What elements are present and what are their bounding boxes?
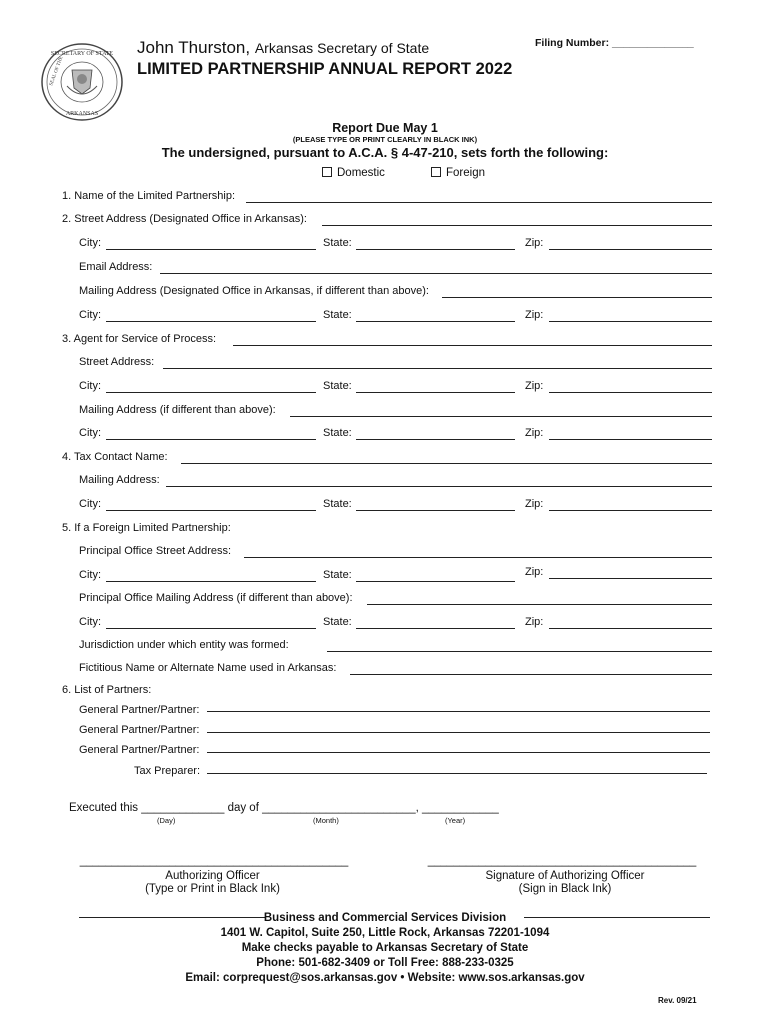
authorizing-officer-caption bbox=[100, 870, 325, 896]
tax-preparer-field[interactable] bbox=[207, 773, 707, 774]
state-label: State: bbox=[323, 569, 352, 581]
domestic-checkbox[interactable] bbox=[322, 167, 385, 179]
month-caption: (Month) bbox=[313, 816, 339, 825]
zip-field[interactable] bbox=[549, 439, 712, 440]
zip-label: Zip: bbox=[525, 566, 544, 578]
zip-label: Zip: bbox=[525, 498, 544, 510]
ink-instruction: (PLEASE TYPE OR PRINT CLEARLY IN BLACK INK) bbox=[292, 135, 478, 144]
state-field[interactable] bbox=[356, 439, 515, 440]
revision-date: Rev. 09/21 bbox=[658, 996, 697, 1005]
checkbox-icon bbox=[322, 167, 332, 177]
checkbox-icon bbox=[431, 167, 441, 177]
principal-street-field[interactable] bbox=[244, 557, 712, 558]
state-label: State: bbox=[323, 380, 352, 392]
secretary-name: John Thurston, bbox=[137, 38, 251, 57]
zip-field[interactable] bbox=[549, 249, 712, 250]
city-label: City: bbox=[79, 616, 101, 628]
email-field[interactable] bbox=[160, 273, 712, 274]
partner-field[interactable] bbox=[207, 732, 710, 733]
state-label: State: bbox=[323, 616, 352, 628]
fictitious-name-field[interactable] bbox=[350, 674, 712, 675]
city-field[interactable] bbox=[106, 510, 316, 511]
principal-mailing-label: Principal Office Mailing Address (if different than above): bbox=[79, 592, 353, 604]
tax-mailing-label: Mailing Address: bbox=[79, 474, 160, 486]
principal-mailing-field[interactable] bbox=[367, 604, 712, 605]
zip-field[interactable] bbox=[549, 628, 712, 629]
state-label: State: bbox=[323, 427, 352, 439]
year-caption: (Year) bbox=[445, 816, 466, 825]
svg-text:ARKANSAS: ARKANSAS bbox=[65, 111, 99, 117]
lp-name-field[interactable] bbox=[246, 202, 712, 203]
city-label: City: bbox=[79, 309, 101, 321]
state-field[interactable] bbox=[356, 249, 515, 250]
state-field[interactable] bbox=[356, 628, 515, 629]
foreign-lp-label: 5. If a Foreign Limited Partnership: bbox=[62, 522, 231, 534]
tax-preparer-label: Tax Preparer: bbox=[134, 765, 201, 777]
official-name bbox=[137, 38, 429, 58]
tax-contact-label: 4. Tax Contact Name: bbox=[62, 451, 168, 463]
state-label: State: bbox=[323, 498, 352, 510]
footer-divider-right bbox=[524, 917, 710, 918]
tax-contact-field[interactable] bbox=[181, 463, 712, 464]
principal-street-label: Principal Office Street Address: bbox=[79, 545, 232, 557]
jurisdiction-label: Jurisdiction under which entity was formed: bbox=[79, 639, 289, 651]
agent-mailing-label: Mailing Address (if different than above): bbox=[79, 404, 276, 416]
agent-street-field[interactable] bbox=[163, 368, 712, 369]
mailing-designated-field[interactable] bbox=[442, 297, 712, 298]
domestic-label: Domestic bbox=[337, 167, 385, 179]
svg-text:SEAL OF THE: SEAL OF THE bbox=[49, 55, 65, 87]
foreign-label: Foreign bbox=[446, 167, 485, 179]
execution-date-line[interactable]: Executed this _____________ day of ________________________, ____________ bbox=[69, 802, 499, 814]
agent-street-label: Street Address: bbox=[79, 356, 155, 368]
zip-label: Zip: bbox=[525, 616, 544, 628]
zip-field[interactable] bbox=[549, 578, 712, 579]
jurisdiction-field[interactable] bbox=[327, 651, 712, 652]
state-field[interactable] bbox=[356, 321, 515, 322]
street-address-label: 2. Street Address (Designated Office in Arkansas): bbox=[62, 213, 307, 225]
division-name: Business and Commercial Services Division bbox=[263, 912, 507, 924]
agent-mailing-field[interactable] bbox=[290, 416, 712, 417]
city-field[interactable] bbox=[106, 249, 316, 250]
partners-label: 6. List of Partners: bbox=[62, 684, 152, 696]
report-due-date: Report Due May 1 bbox=[332, 121, 438, 135]
filing-number-field[interactable]: Filing Number: ______________ bbox=[535, 37, 694, 49]
city-label: City: bbox=[79, 498, 101, 510]
email-label: Email Address: bbox=[79, 261, 153, 273]
foreign-checkbox[interactable] bbox=[431, 167, 485, 179]
payment-instruction: Make checks payable to Arkansas Secretary of State bbox=[241, 942, 529, 954]
zip-label: Zip: bbox=[525, 237, 544, 249]
state-label: State: bbox=[323, 309, 352, 321]
city-field[interactable] bbox=[106, 628, 316, 629]
phone-numbers: Phone: 501-682-3409 or Toll Free: 888-233-0325 bbox=[256, 957, 514, 969]
svg-text:SECRETARY OF STATE: SECRETARY OF STATE bbox=[50, 51, 114, 57]
state-seal-icon bbox=[40, 42, 124, 122]
division-address: 1401 W. Capitol, Suite 250, Little Rock, Arkansas 72201-1094 bbox=[220, 927, 550, 939]
city-field[interactable] bbox=[106, 581, 316, 582]
statutory-statement: The undersigned, pursuant to A.C.A. § 4-47-210, sets forth the following: bbox=[161, 145, 609, 160]
city-label: City: bbox=[79, 569, 101, 581]
email-website: Email: corprequest@sos.arkansas.gov • Website: www.sos.arkansas.gov bbox=[185, 972, 585, 984]
report-title: LIMITED PARTNERSHIP ANNUAL REPORT 2022 bbox=[137, 60, 513, 78]
city-label: City: bbox=[79, 237, 101, 249]
state-label: State: bbox=[323, 237, 352, 249]
secretary-title: Arkansas Secretary of State bbox=[254, 40, 430, 56]
zip-label: Zip: bbox=[525, 309, 544, 321]
authorizing-officer-note: (Type or Print in Black Ink) bbox=[145, 883, 280, 895]
zip-label: Zip: bbox=[525, 380, 544, 392]
zip-field[interactable] bbox=[549, 510, 712, 511]
signature-caption bbox=[465, 870, 665, 896]
street-address-field[interactable] bbox=[322, 225, 712, 226]
agent-field[interactable] bbox=[233, 345, 712, 346]
partner-field[interactable] bbox=[207, 752, 710, 753]
signature-note: (Sign in Black Ink) bbox=[518, 883, 612, 895]
zip-field[interactable] bbox=[549, 321, 712, 322]
city-label: City: bbox=[79, 427, 101, 439]
city-field[interactable] bbox=[106, 439, 316, 440]
authorizing-officer-title: Authorizing Officer bbox=[165, 870, 260, 882]
zip-label: Zip: bbox=[525, 427, 544, 439]
partner-label: General Partner/Partner: bbox=[79, 704, 200, 716]
city-label: City: bbox=[79, 380, 101, 392]
city-field[interactable] bbox=[106, 392, 316, 393]
state-field[interactable] bbox=[356, 392, 515, 393]
partner-label: General Partner/Partner: bbox=[79, 724, 200, 736]
partner-label: General Partner/Partner: bbox=[79, 744, 200, 756]
authorizing-officer-line[interactable]: __________________________________________ bbox=[79, 855, 349, 867]
zip-field[interactable] bbox=[549, 392, 712, 393]
mailing-designated-label: Mailing Address (Designated Office in Arkansas, if different than above): bbox=[79, 285, 429, 297]
fictitious-name-label: Fictitious Name or Alternate Name used in Arkansas: bbox=[79, 662, 337, 674]
partner-field[interactable] bbox=[207, 711, 710, 712]
signature-line[interactable]: __________________________________________ bbox=[427, 855, 697, 867]
city-field[interactable] bbox=[106, 321, 316, 322]
tax-mailing-field[interactable] bbox=[166, 486, 712, 487]
lp-name-label: 1. Name of the Limited Partnership: bbox=[62, 190, 236, 202]
signature-title: Signature of Authorizing Officer bbox=[485, 870, 645, 882]
state-field[interactable] bbox=[356, 581, 515, 582]
agent-label: 3. Agent for Service of Process: bbox=[62, 333, 217, 345]
day-caption: (Day) bbox=[157, 816, 176, 825]
state-field[interactable] bbox=[356, 510, 515, 511]
